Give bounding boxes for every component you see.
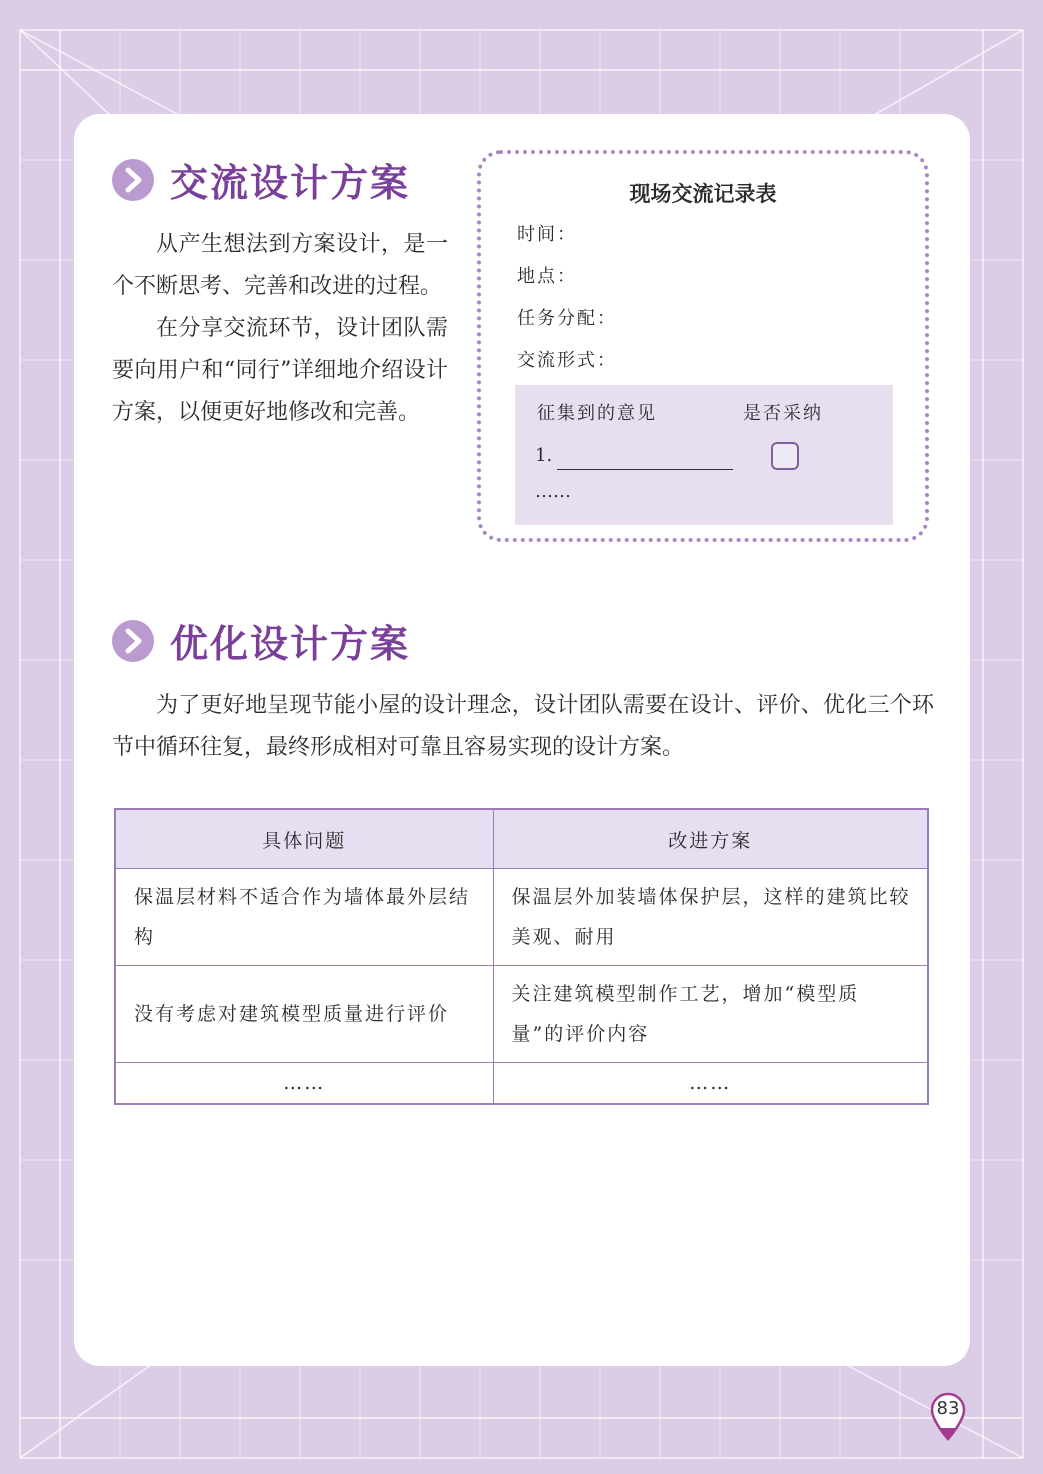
adopt-checkbox[interactable]	[771, 442, 799, 470]
section-title: 交流设计方案	[170, 161, 411, 205]
paragraph: 在分享交流环节，设计团队需要向用户和“同行”详细地介绍设计方案，以便更好地修改和完善。	[112, 316, 448, 425]
table-cell: 保温层外加装墙体保护层，这样的建筑比较美观、耐用	[493, 869, 928, 966]
table-cell: ……	[493, 1063, 928, 1105]
section-title: 优化设计方案	[170, 622, 411, 666]
opinion-column-header: 征集到的意见	[537, 403, 657, 424]
table-cell: 保温层材料不适合作为墙体最外层结构	[115, 869, 493, 966]
table-row	[115, 1063, 928, 1105]
paragraph: 为了更好地呈现节能小屋的设计理念，设计团队需要在设计、评价、优化三个环节中循环往复，最终形成相对可靠且容易实现的设计方案。	[112, 693, 934, 760]
paragraph: 从产生想法到方案设计，是一个不断思考、完善和改进的过程。	[112, 232, 448, 299]
adopt-column-header: 是否采纳	[743, 403, 823, 424]
ellipsis: ……	[535, 481, 571, 502]
record-form	[477, 150, 929, 542]
optimize-paragraph	[112, 685, 934, 769]
table-row	[115, 869, 928, 966]
column-header-solution: 改进方案	[493, 809, 928, 869]
table-cell: ……	[115, 1063, 493, 1105]
table-cell: 没有考虑对建筑模型质量进行评价	[115, 966, 493, 1063]
column-header-problem: 具体问题	[115, 809, 493, 869]
chevron-right-icon	[112, 620, 154, 662]
place-field-label: 地点：	[517, 266, 577, 287]
page-number: 83	[936, 1398, 960, 1419]
opinion-item-number: 1.	[535, 445, 553, 466]
blank-line	[557, 469, 733, 470]
record-title: 现场交流记录表	[629, 182, 777, 206]
time-field-label: 时间：	[517, 224, 577, 245]
improvement-table	[114, 808, 929, 1105]
table-header-row	[115, 809, 928, 869]
table-row	[115, 966, 928, 1063]
table-cell: 关注建筑模型制作工艺，增加“模型质量”的评价内容	[493, 966, 928, 1063]
form-field-label: 交流形式：	[517, 350, 617, 371]
section-heading-exchange	[112, 152, 410, 207]
opinion-box	[515, 385, 893, 525]
page-number-marker	[930, 1392, 966, 1442]
section-heading-optimize	[112, 613, 410, 668]
exchange-paragraphs	[112, 224, 448, 434]
chevron-right-icon	[112, 159, 154, 201]
task-field-label: 任务分配：	[517, 308, 617, 329]
